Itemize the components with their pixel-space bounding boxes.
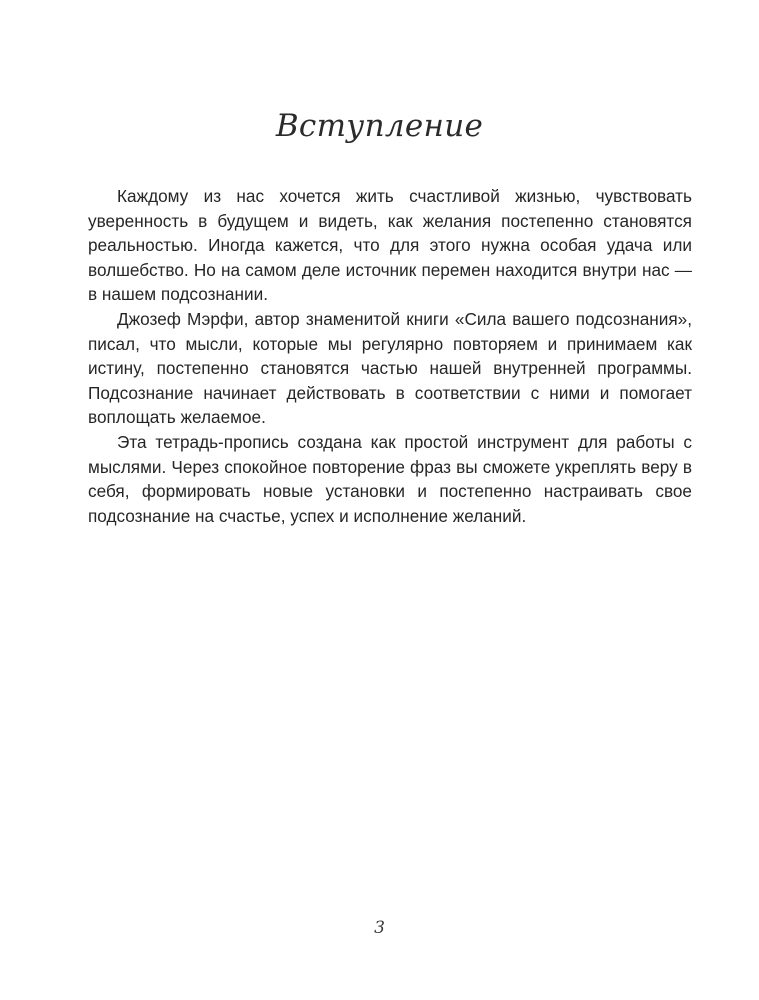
page-number: 3	[374, 918, 385, 938]
paragraph-3: Эта тетрадь-пропись создана как простой инструмент для работы с мыслями. Через спокойное повторение фраз вы сможете укреплять веру в себя, формировать новые установки и постепенно настраивать свое подсознание на счастье, успех и исполнение желаний.	[88, 431, 692, 526]
chapter-title: Вступление	[275, 108, 484, 144]
paragraph-1: Каждому из нас хочется жить счастливой жизнью, чувствовать уверенность в будущем и видеть, как желания постепенно становятся реальностью. Иногда кажется, что для этого нужна особая удача или волшебство. Но на самом деле источник перемен находится внутри нас — в нашем подсознании.	[88, 186, 692, 305]
paragraph-2: Джозеф Мэрфи, автор знаменитой книги «Сила вашего подсознания», писал, что мысли, которые мы регулярно повторяем и принимаем как истину, постепенно становятся частью нашей внутренней программы. Подсознание начинает действовать в соответствии с ними и помогает воплощать желаемое.	[88, 308, 692, 428]
chapter-body	[88, 184, 692, 528]
